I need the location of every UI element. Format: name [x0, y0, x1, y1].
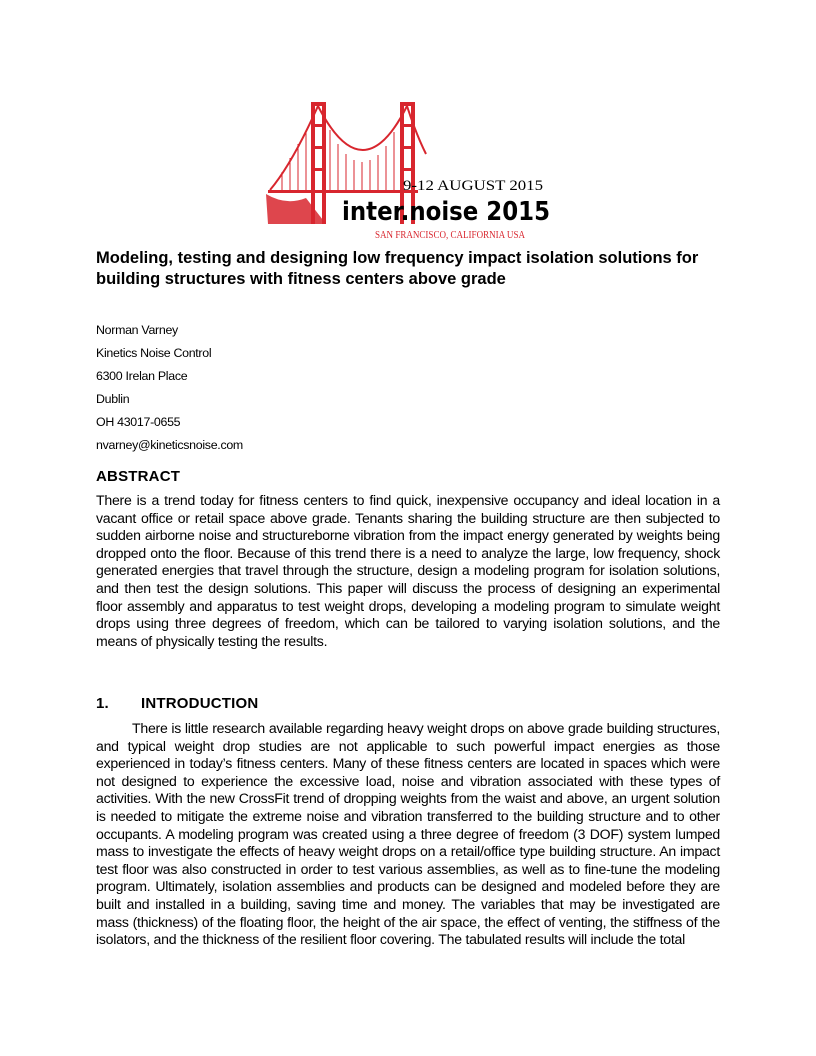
author-name: Norman Varney	[96, 323, 178, 337]
section-number: 1.	[96, 695, 109, 712]
introduction-text: There is little research available regarding heavy weight drops on above grade building structures, and typical weight drop studies are not applicable to such powerful impact energies as those experienced in today’s fitness centers. Many of these fitness centers are located in spaces which were not designed to experience the excessive load, noise and vibration associated with these types of activities. With the new CrossFit trend of dropping weights from the waist and above, an urgent solution is needed to mitigate the extreme noise and vibration transferred to the building structure and to other occupants. A modeling program was created using a three degree of freedom (3 DOF) system lumped mass to investigate the effects of heavy weight drops on a retail/office type building structure. An impact test floor was also constructed in order to test various assemblies, as well as to fine-tune the modeling program. Ultimately, isolation assemblies and products can be designed and modeled before they are built and installed in a building, saving time and money. The variables that may be investigated are mass (thickness) of the floating floor, the height of the air space, the effect of venting, the stiffness of the isolators, and the thickness of the resilient floor covering. The tabulated results will include the total	[96, 720, 720, 948]
author-state-zip: OH 43017-0655	[96, 415, 181, 429]
author-email: nvarney@kineticsnoise.com	[96, 438, 243, 452]
abstract-text: There is a trend today for fitness centers to find quick, inexpensive occupancy and ideal location in a vacant office or retail space above grade. Tenants sharing the building structure are then subjected to sudden airborne noise and structureborne vibration from the impact energy generated by weights being dropped onto the floor. Because of this trend there is a need to analyze the large, low frequency, shock generated energies that travel through the structure, design a modeling program for isolation solutions, and then test the design solutions. This paper will discuss the process of designing an experimental floor assembly and apparatus to test weight drops, developing a modeling program to simulate weight drops using three degrees of freedom, which can be tailored to varying isolation solutions, and the means of physically testing the results.	[96, 492, 720, 649]
golden-gate-bridge-icon	[266, 94, 556, 244]
section-title: INTRODUCTION	[141, 695, 259, 712]
abstract-heading: ABSTRACT	[96, 468, 181, 485]
author-block	[96, 319, 496, 457]
author-street: 6300 Irelan Place	[96, 369, 188, 383]
author-affiliation: Kinetics Noise Control	[96, 346, 212, 360]
paper-title: Modeling, testing and designing low frequency impact isolation solutions for building structures with fitness centers above grade	[96, 249, 699, 288]
conference-location: SAN FRANCISCO, CALIFORNIA USA	[375, 230, 526, 241]
author-city: Dublin	[96, 392, 130, 406]
conference-name: inter.noise 2015	[342, 197, 550, 227]
introduction-heading	[96, 695, 258, 713]
conference-logo	[266, 94, 556, 244]
conference-dates: 9-12 AUGUST 2015	[403, 178, 543, 194]
